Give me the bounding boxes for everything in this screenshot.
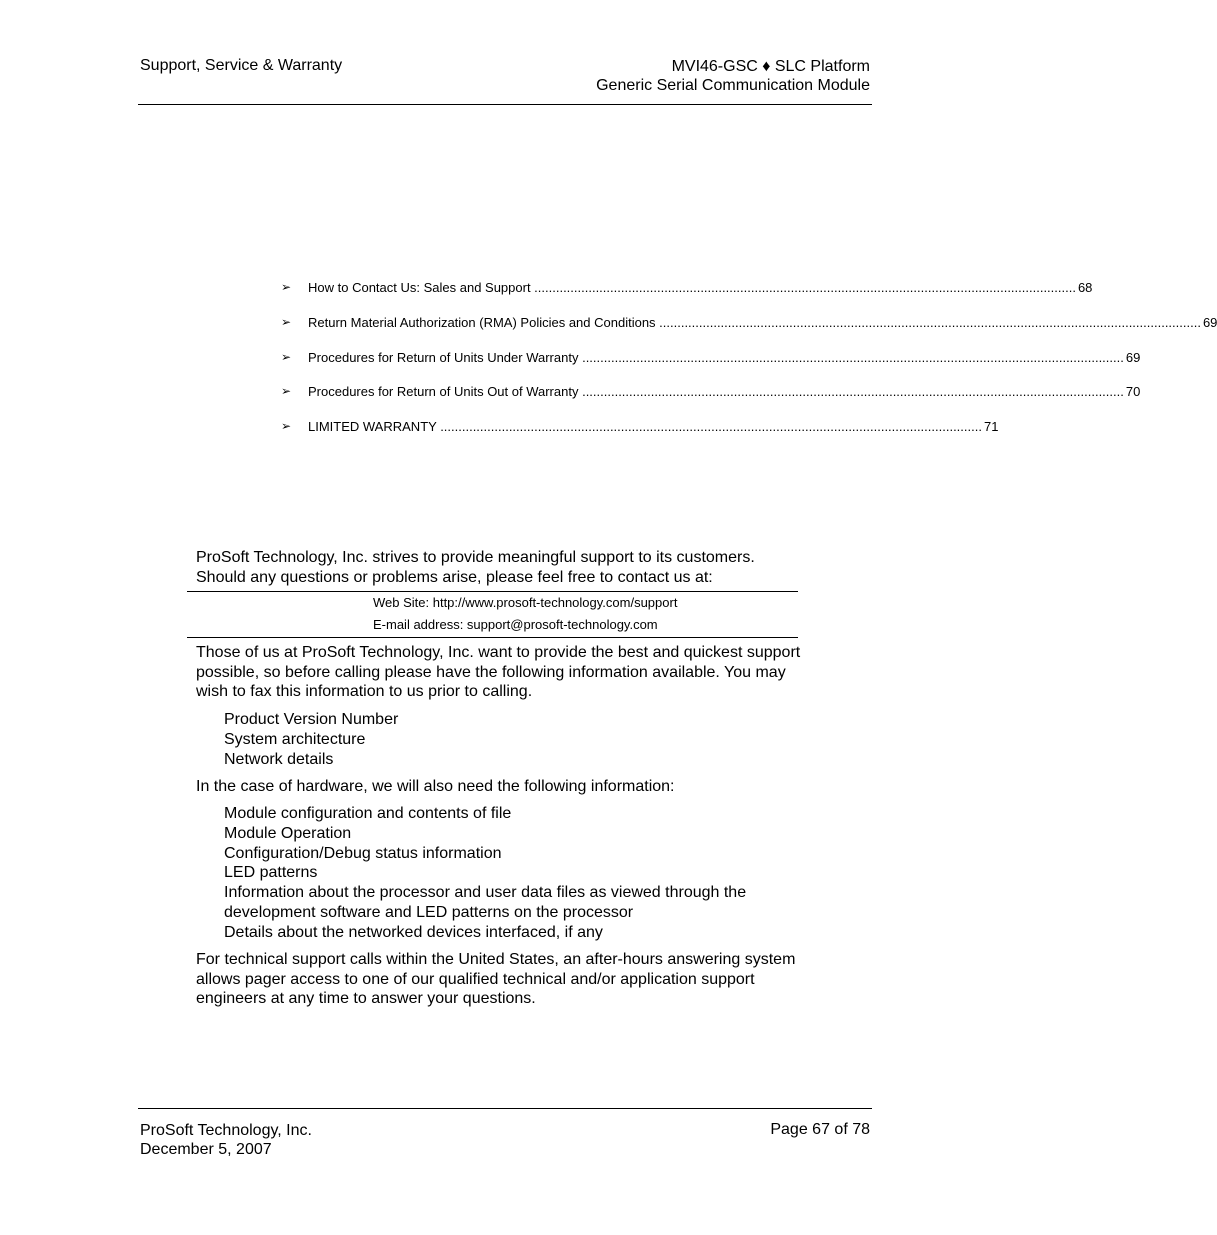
toc-item[interactable] <box>281 349 1141 385</box>
toc-item[interactable] <box>281 314 1217 350</box>
toc-item-title: Procedures for Return of Units Out of Warranty <box>308 384 579 400</box>
toc-item[interactable] <box>281 419 999 454</box>
toc-item-title: LIMITED WARRANTY <box>308 419 437 435</box>
contact-website[interactable]: Web Site: http://www.prosoft-technology.com/support <box>373 595 678 610</box>
toc-item-page: 68 <box>1077 280 1093 295</box>
list-item: Module configuration and contents of file <box>224 805 512 822</box>
section-toc <box>281 280 1217 454</box>
software-info-list <box>224 710 804 769</box>
header-product-line1: MVI46-GSC ♦ SLC Platform <box>671 58 870 75</box>
header-section-title: Support, Service & Warranty <box>140 57 343 74</box>
toc-item[interactable] <box>281 280 1093 315</box>
toc-item-title: Procedures for Return of Units Under Warranty <box>308 349 579 365</box>
intro-paragraph: ProSoft Technology, Inc. strives to provide meaningful support to its customers. Should any questions or problems arise, please feel free to contact us at: <box>196 549 755 586</box>
toc-item-page: 71 <box>983 419 999 435</box>
list-item: Configuration/Debug status information <box>224 844 502 862</box>
header-product-line2: Generic Serial Communication Module <box>596 77 870 94</box>
footer-company <box>140 1121 312 1159</box>
footer-date: December 5, 2007 <box>140 1141 272 1158</box>
contact-email[interactable]: E-mail address: support@prosoft-technology.com <box>373 617 658 632</box>
footer-divider <box>138 1108 872 1109</box>
arrow-bullet-icon: ➢ <box>281 314 292 329</box>
info-paragraph: Those of us at ProSoft Technology, Inc. want to provide the best and quickest support possible, so before calling please have the following information available. You may wish to fax this information to us prior to calling. <box>196 644 801 701</box>
list-item: Details about the networked devices interfaced, if any <box>224 923 603 941</box>
hardware-paragraph: In the case of hardware, we will also need the following information: <box>196 778 675 795</box>
list-item: Information about the processor and user data files as viewed through the development software and LED patterns on the processor <box>224 884 747 921</box>
list-item: Product Version Number <box>224 711 399 728</box>
list-item: System architecture <box>224 730 366 748</box>
toc-item[interactable] <box>281 384 1141 419</box>
hardware-info-list <box>224 804 804 943</box>
contact-bottom-divider <box>187 637 798 638</box>
footer-company-name: ProSoft Technology, Inc. <box>140 1122 312 1139</box>
toc-item-title: How to Contact Us: Sales and Support <box>308 280 531 295</box>
after-hours-paragraph: For technical support calls within the United States, an after-hours answering system allows pager access to one of our qualified technical and/or application support engineers at any time to answer your questions. <box>196 951 796 1008</box>
toc-item-page: 70 <box>1125 384 1141 400</box>
arrow-bullet-icon: ➢ <box>281 280 292 294</box>
toc-item-page: 69 <box>1202 314 1217 330</box>
header-divider <box>138 104 872 105</box>
list-item: LED patterns <box>224 864 318 882</box>
arrow-bullet-icon: ➢ <box>281 349 292 364</box>
arrow-bullet-icon: ➢ <box>281 384 292 399</box>
contact-top-divider <box>187 591 798 592</box>
list-item: Module Operation <box>224 824 352 842</box>
toc-item-title: Return Material Authorization (RMA) Policies and Conditions <box>308 314 656 330</box>
toc-item-page: 69 <box>1125 349 1141 365</box>
header-product <box>596 57 870 95</box>
arrow-bullet-icon: ➢ <box>281 419 292 434</box>
list-item: Network details <box>224 750 334 768</box>
page-number: Page 67 of 78 <box>770 1121 870 1138</box>
